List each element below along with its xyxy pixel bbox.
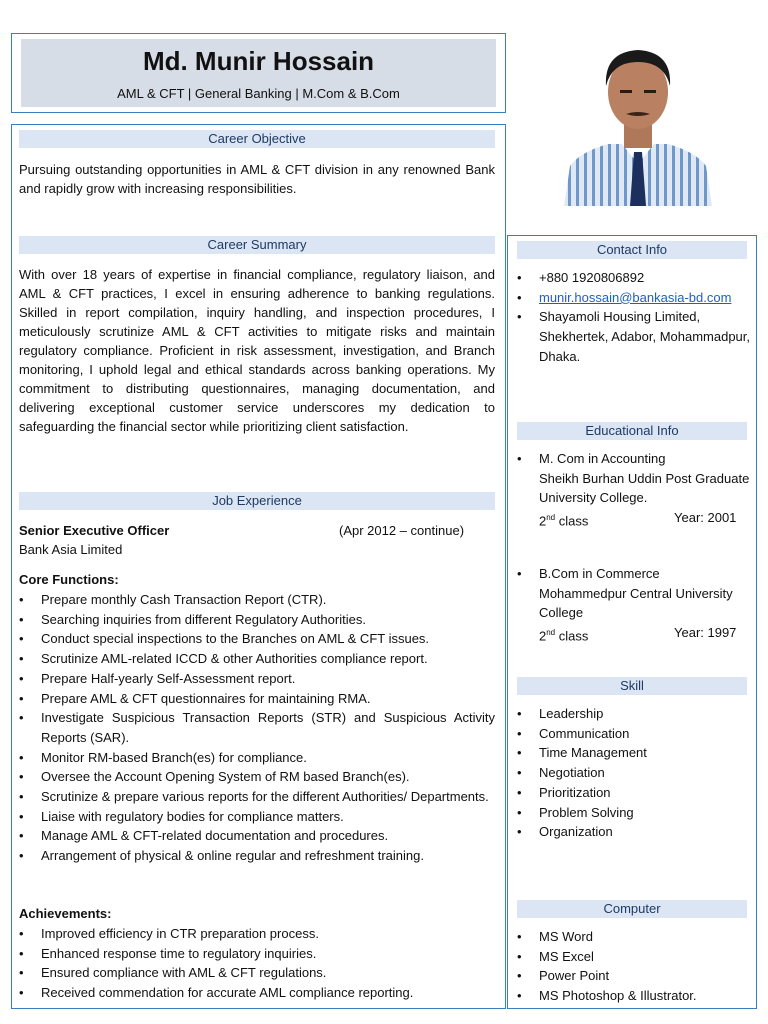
job-company: Bank Asia Limited [19,542,123,557]
computer-skill-item: • Power Point [517,966,750,986]
core-function-item: • Manage AML & CFT-related documentation and procedures. [19,826,495,846]
skill-list [517,704,750,842]
core-function-item: • Monitor RM-based Branch(es) for compliance. [19,748,495,768]
education-class-word: class [555,628,589,644]
achievement-item: • Enhanced response time to regulatory inquiries. [19,944,495,964]
core-functions-list [19,590,495,866]
profile-photo [560,40,716,206]
education-list-2 [517,564,750,646]
career-summary-heading: Career Summary [19,236,495,254]
left-column [11,124,506,1009]
skill-item: • Time Management [517,743,750,763]
education-heading: Educational Info [517,422,747,440]
skill-item: • Problem Solving [517,803,750,823]
education-item [517,564,750,646]
contact-phone: • +880 1920806892 [517,268,750,288]
computer-skill-item: • MS Excel [517,947,750,967]
education-item [517,449,750,531]
header-panel [21,39,496,107]
core-function-item: • Searching inquiries from different Regulatory Authorities. [19,610,495,630]
right-column [507,235,757,1009]
education-class-row [539,623,750,646]
contact-email-item [517,288,750,308]
career-objective-heading: Career Objective [19,130,495,148]
core-functions-heading: Core Functions: [19,572,119,587]
skill-heading: Skill [517,677,747,695]
core-function-item: • Prepare monthly Cash Transaction Report (CTR). [19,590,495,610]
skill-item: • Communication [517,724,750,744]
education-class-sup: nd [546,513,556,523]
education-year: Year: 2001 [674,510,737,526]
job-experience-heading: Job Experience [19,492,495,510]
education-institute: Mohammedpur Central University College [539,585,733,621]
education-degree: • M. Com in Accounting [539,451,666,466]
header-box [11,33,506,113]
core-function-item: • Conduct special inspections to the Branches on AML & CFT issues. [19,629,495,649]
core-function-item: • Liaise with regulatory bodies for compliance matters. [19,807,495,827]
core-function-item: • Prepare AML & CFT questionnaires for maintaining RMA. [19,689,495,709]
candidate-name: Md. Munir Hossain [142,46,375,76]
education-class-word: class [555,513,589,529]
education-class-row [539,508,750,531]
education-class-num: 2 [539,513,547,529]
achievement-item: • Ensured compliance with AML & CFT regulations. [19,963,495,983]
skill-item: • Organization [517,822,750,842]
contact-heading: Contact Info [517,241,747,259]
job-date: (Apr 2012 – continue) [339,523,465,538]
core-function-item: • Oversee the Account Opening System of RM based Branch(es). [19,767,495,787]
core-function-item: • Arrangement of physical & online regular and refreshment training. [19,846,495,866]
core-function-item: • Scrutinize AML-related ICCD & other Authorities compliance report. [19,649,495,669]
tagline: AML & CFT | General Banking | M.Com & B.Com [117,86,400,101]
education-list-1 [517,449,750,531]
job-title: Senior Executive Officer [19,523,170,538]
core-function-item: • Prepare Half-yearly Self-Assessment report. [19,669,495,689]
email-link[interactable]: munir.hossain@bankasia-bd.com [539,289,732,305]
education-class-sup: nd [546,628,556,638]
core-function-item: • Investigate Suspicious Transaction Reports (STR) and Suspicious Activity Reports (SAR). [19,708,495,747]
skill-item: • Leadership [517,704,750,724]
education-year: Year: 1997 [674,625,737,641]
contact-list [517,268,750,367]
achievement-item: • Improved efficiency in CTR preparation process. [19,924,495,944]
job-title-row [19,521,495,559]
career-summary-text: With over 18 years of expertise in financial compliance, regulatory liaison, and AML & CFT practices, I excel in ensuring adherence to banking regulations. Skilled in report compilation, inquiry handling, and inspection procedures, I meticulously scrutinize AML & CFT activities to mitigate risks and maintain regulatory compliance. Proficient in risk assessment, investigation, and Branch monitoring, I uphold legal and ethical standards across banking operations. My commitment to distributing questionnaires, managing documentation, and delivering exceptional customer service underscores my dedication to safeguarding the financial sector while prioritizing client satisfaction. [19,267,495,434]
career-objective-text: Pursuing outstanding opportunities in AML & CFT division in any renowned Bank and rapidly grow with increasing responsibilities. [19,162,495,196]
skill-item: • Negotiation [517,763,750,783]
achievements-list [19,924,495,1003]
achievement-item: • Received commendation for accurate AML compliance reporting. [19,983,495,1003]
contact-address: • Shayamoli Housing Limited, Shekhertek, Adabor, Mohammadpur, Dhaka. [517,307,750,366]
achievements-heading: Achievements: [19,906,112,921]
education-institute: Sheikh Burhan Uddin Post Graduate University College. [539,470,750,506]
computer-heading: Computer [517,900,747,918]
skill-item: • Prioritization [517,783,750,803]
core-function-item: • Scrutinize & prepare various reports for the different Authorities/ Departments. [19,787,495,807]
education-class-num: 2 [539,628,547,644]
computer-skill-item: • MS Photoshop & Illustrator. [517,986,750,1006]
education-degree: • B.Com in Commerce [539,566,660,581]
computer-list [517,927,750,1006]
computer-skill-item: • MS Word [517,927,750,947]
